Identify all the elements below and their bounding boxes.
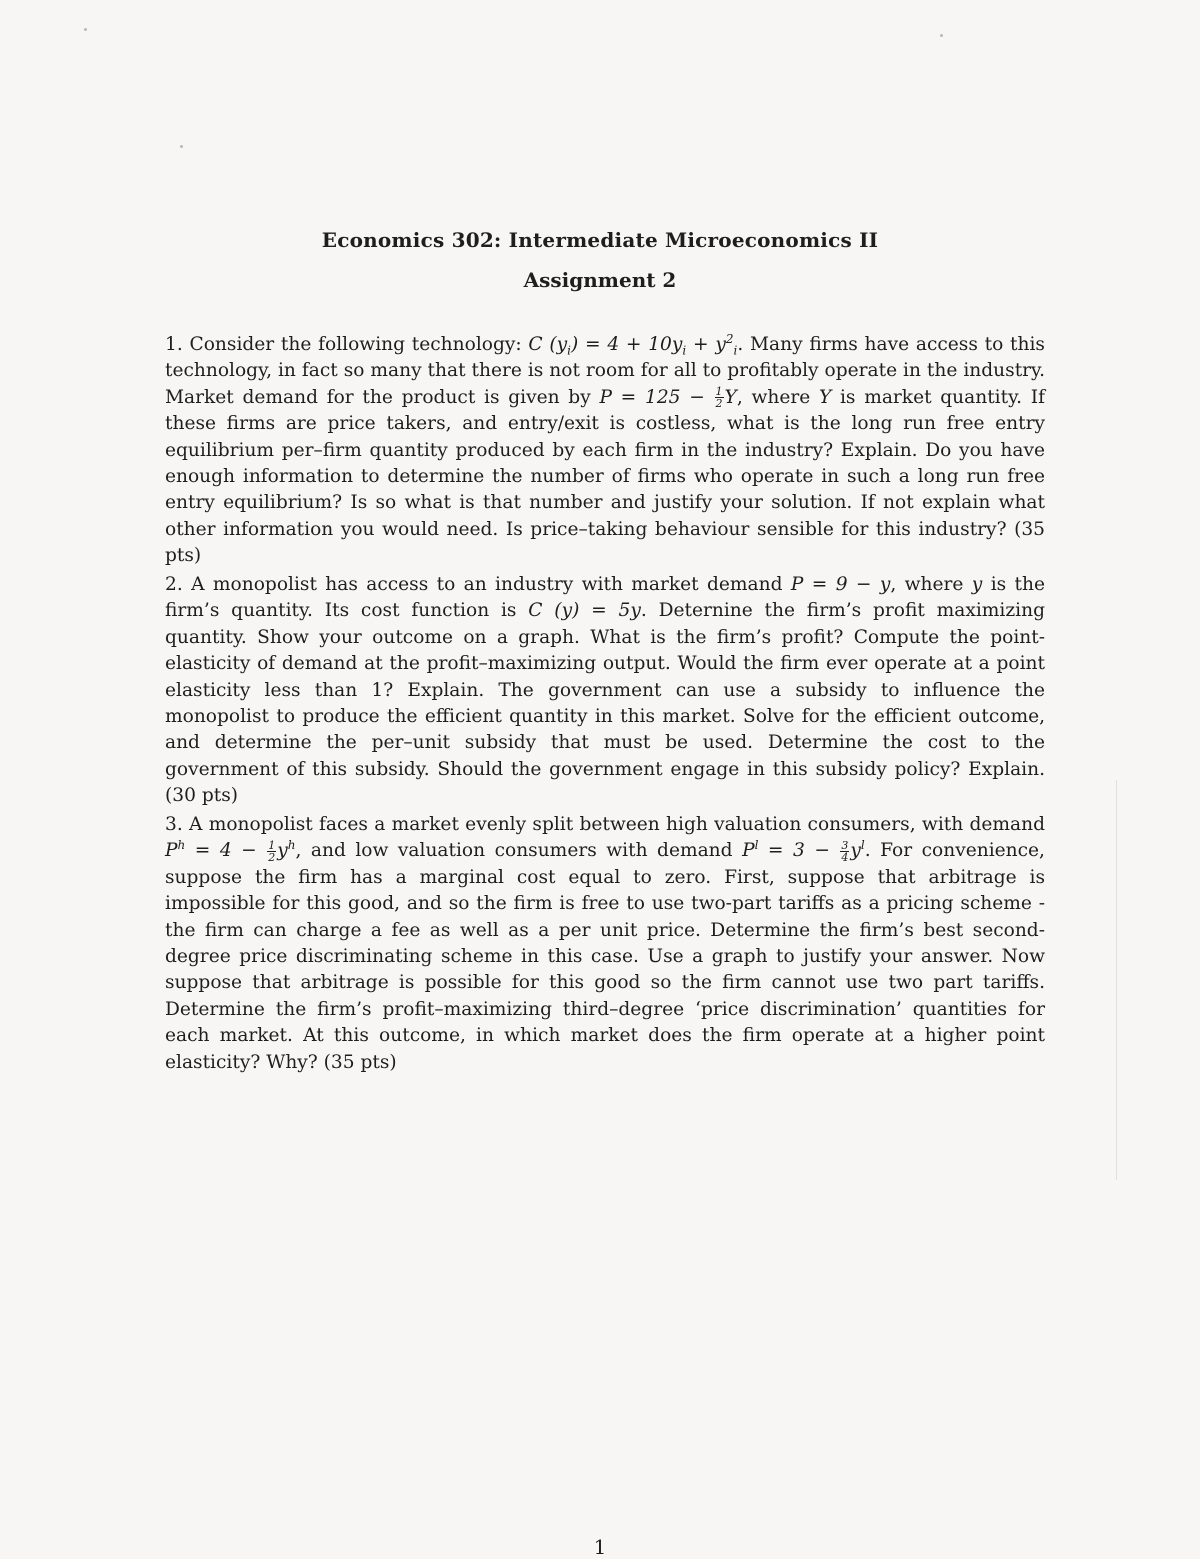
market-demand: P = 125 − $\frac{1}{2}$ Y	[599, 385, 737, 411]
question-1: 1. Consider the following technology: C $(y_i) = 4 + 10y_i + y^2_i$. Many firms have access to this technology, in fact so many that there is not room for all to profitably operate in the industry. Market demand for the product is given by P = 125 − $\frac{1}{2}$ Y, where Y is market quantity. If these firms are price takers, and entry/exit is costless, what is the long run free entry equilibrium per–firm quantity produced by each firm in the industry? Explain. Do you have enough information to determine the number of firms who operate in such a long run free entry equilibrium? Is so what is that number and justify your solution. If not explain what other information you would need. Is price–taking behaviour sensible for this industry? (35 pts)	[165, 331, 1045, 567]
scan-speck	[180, 145, 183, 148]
page-number: 1	[593, 1535, 607, 1559]
question-3: 3. A monopolist faces a market evenly split between high valuation consumers, with demand $P^h = 4$ − $\frac{1}{2}$ $y^h$, and low valuation consumers with demand $P^l = 3$ − $\frac{3}{4}$ $y^l$. For convenience, suppose the firm has a marginal cost equal to zero. First, suppose that arbitrage is impossible for this good, and so the firm is free to use two-part tariffs as a pricing scheme - the firm can charge a fee as well as a per unit price. Determine the firm’s best second-degree price discriminating scheme in this case. Use a graph to justify your answer. Now suppose that arbitrage is possible for this good so the firm cannot use two part tariffs. Determine the firm’s profit–maximizing third–degree ‘price discrimination’ quantities for each market. At this outcome, in which market does the firm operate at a higher point elasticity? Why? (35 pts)	[165, 814, 1045, 1073]
question-number: 3.	[165, 814, 183, 835]
scan-speck	[940, 34, 943, 37]
question-number: 1.	[165, 334, 183, 355]
low-demand: $P^l = 3$ − $\frac{3}{4}$ $y^l$	[742, 838, 865, 864]
question-number: 2.	[165, 574, 183, 595]
question-2: 2. A monopolist has access to an industry with market demand P = 9 − y, where y is the firm’s quantity. Its cost function is C (y) = 5y. Deternine the firm’s profit maximizing quantity. Show your outcome on a graph. What is the firm’s profit? Compute the point-elasticity of demand at the profit–maximizing output. Would the firm ever operate at a point elasticity less than 1? Explain. The government can use a subsidy to influence the monopolist to produce the efficient quantity in this market. Solve for the efficient outcome, and determine the per–unit subsidy that must be used. Determine the cost to the government of this subsidy. Should the government engage in this subsidy policy? Explain. (30 pts)	[165, 574, 1045, 807]
cost-function: C (y) = 5y	[528, 600, 641, 622]
market-demand: P = 9 − y	[790, 574, 891, 595]
document-title: Economics 302: Intermediate Microeconomics II	[321, 228, 879, 252]
high-demand: $P^h = 4$ − $\frac{1}{2}$ $y^h$	[165, 838, 296, 864]
document-subtitle: Assignment 2	[523, 268, 677, 292]
cost-function: C $(y_i) = 4 + 10y_i + y^2_i$	[528, 331, 738, 358]
scan-edge-line	[1116, 780, 1117, 1180]
scan-speck	[84, 28, 87, 31]
